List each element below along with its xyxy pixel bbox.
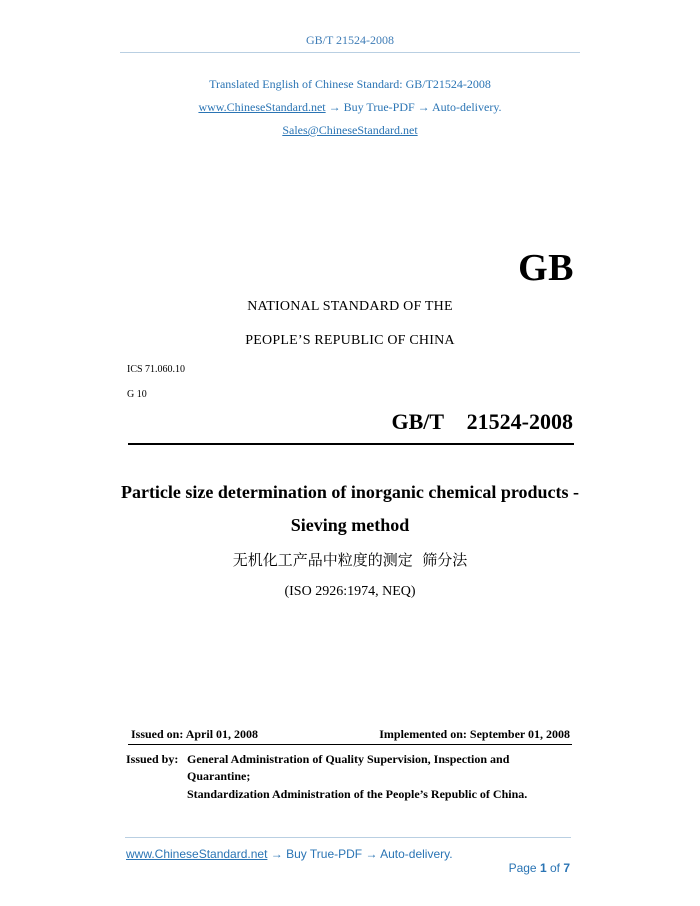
issuer-line1: General Administration of Quality Supervision, Inspection and [187, 752, 510, 766]
standard-number: GB/T 21524-2008 [391, 409, 573, 434]
standard-number-rule [128, 443, 574, 445]
title-chinese: 无机化工产品中粒度的测定 筛分法 [232, 551, 468, 569]
footer-purchase-text: → Buy True-PDF → Auto-delivery. [267, 847, 453, 861]
purchase-line [0, 100, 700, 115]
page-current: 1 [539, 861, 547, 875]
issuer-line3: Standardization Administration of the People’s Republic of China. [187, 787, 528, 801]
dates-divider [128, 744, 572, 745]
page-total: 7 [563, 861, 570, 875]
iso-reference: (ISO 2926:1974, NEQ) [284, 584, 416, 599]
gb-logo: GB [518, 247, 574, 289]
site-link[interactable]: www.ChineseStandard.net [198, 100, 326, 114]
issuer-line2: Quarantine; [187, 769, 251, 783]
purchase-text: → Buy True-PDF → Auto-delivery. [325, 100, 502, 114]
footer-purchase-line [126, 847, 453, 861]
ics-code: ICS 71.060.10 [127, 364, 186, 375]
implemented-on-date: Implemented on: September 01, 2008 [379, 727, 570, 741]
page-indicator [502, 847, 570, 875]
ccs-code: G 10 [127, 389, 147, 400]
running-header: GB/T 21524-2008 [305, 33, 395, 47]
email-link[interactable]: Sales@ChineseStandard.net [282, 123, 418, 137]
page-of: of [546, 861, 564, 875]
national-standard-line2: PEOPLE’S REPUBLIC OF CHINA [245, 333, 455, 348]
title-english-line2: Sieving method [290, 515, 410, 535]
translation-note: Translated English of Chinese Standard: GB/T21524-2008 [209, 77, 491, 91]
header-divider [120, 52, 580, 53]
footer-site-link[interactable]: www.ChineseStandard.net [126, 847, 268, 861]
national-standard-line1: NATIONAL STANDARD OF THE [247, 299, 453, 314]
footer-divider [125, 837, 571, 838]
email-line [0, 123, 700, 138]
issued-on-date: Issued on: April 01, 2008 [131, 727, 259, 741]
page-label: Page [508, 861, 540, 875]
issued-by-label: Issued by: [126, 752, 179, 766]
title-english-line1: Particle size determination of inorganic chemical products - [120, 482, 580, 502]
